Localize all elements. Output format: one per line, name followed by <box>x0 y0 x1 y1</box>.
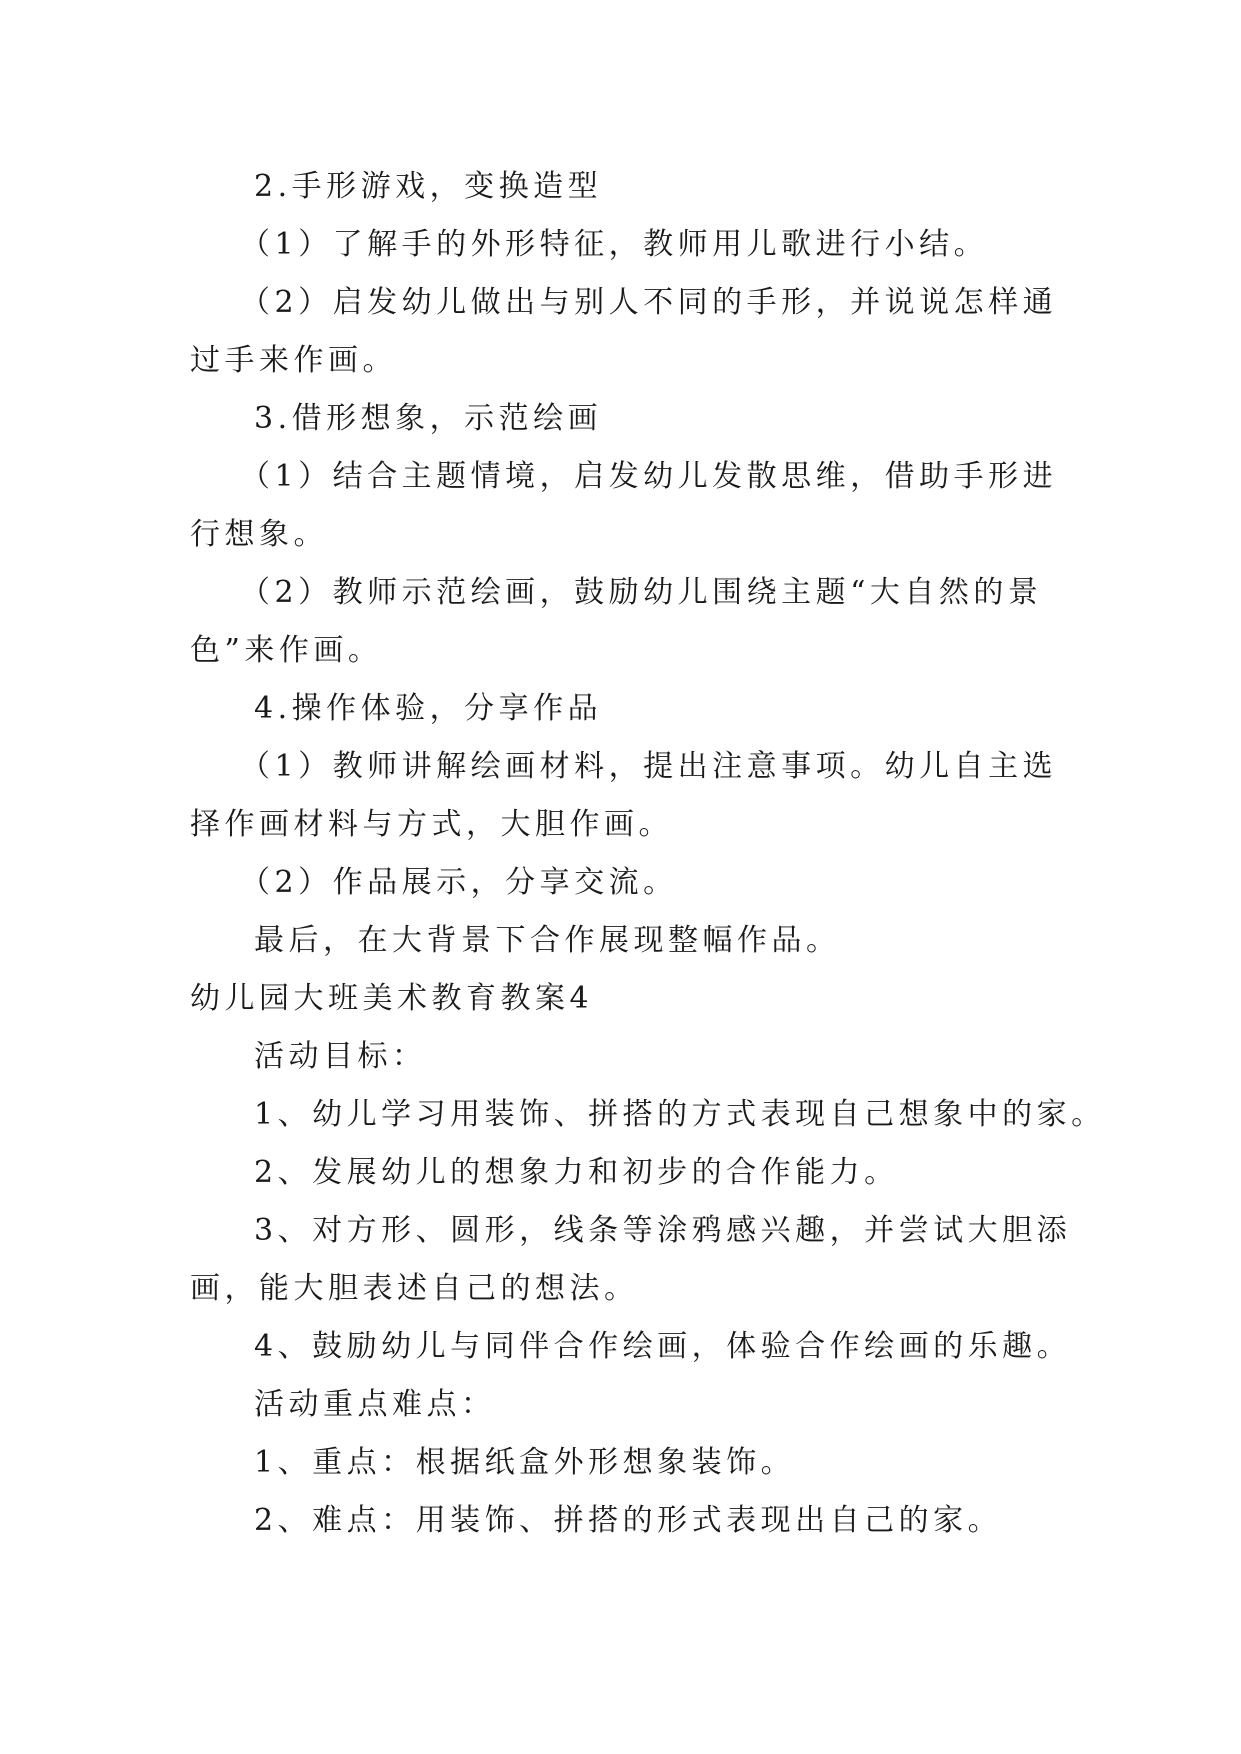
paragraph-line: （2）教师示范绘画，鼓励幼儿围绕主题“大自然的景 <box>240 575 1043 610</box>
goal-item: 1、幼儿学习用装饰、拼搭的方式表现自己想象中的家。 <box>254 1097 1106 1132</box>
goal-item: 3、对方形、圆形，线条等涂鸦感兴趣，并尝试大胆添 <box>254 1213 1072 1248</box>
goal-item-continued: 画，能大胆表述自己的想法。 <box>190 1271 639 1306</box>
paragraph-line: （1）教师讲解绘画材料，提出注意事项。幼儿自主选 <box>240 749 1058 784</box>
paragraph-line: 择作画材料与方式，大胆作画。 <box>190 807 673 842</box>
goal-item: 4、鼓励幼儿与同伴合作绘画，体验合作绘画的乐趣。 <box>254 1329 1072 1364</box>
key-point-item: 1、重点：根据纸盒外形想象装饰。 <box>254 1445 796 1480</box>
paragraph-line: 色”来作画。 <box>190 633 383 668</box>
paragraph-line: （1）结合主题情境，启发幼儿发散思维，借助手形进 <box>240 459 1058 494</box>
lesson-plan-title: 幼儿园大班美术教育教案4 <box>190 981 594 1016</box>
paragraph-line: 最后，在大背景下合作展现整幅作品。 <box>254 923 841 958</box>
section-heading-imagine-draw: 3.借形想象，示范绘画 <box>254 401 603 436</box>
document-body <box>190 158 1106 1550</box>
paragraph-line: 过手来作画。 <box>190 343 397 378</box>
paragraph-line: （2）启发幼儿做出与别人不同的手形，并说说怎样通 <box>240 285 1058 320</box>
section-heading-hand-game: 2.手形游戏，变换造型 <box>254 169 603 204</box>
activity-goals-heading: 活动目标： <box>254 1039 427 1074</box>
difficulty-item: 2、难点：用装饰、拼搭的形式表现出自己的家。 <box>254 1503 1003 1538</box>
paragraph-line: （1）了解手的外形特征，教师用儿歌进行小结。 <box>240 227 989 262</box>
section-heading-operate-share: 4.操作体验，分享作品 <box>254 691 603 726</box>
key-difficulty-heading: 活动重点难点： <box>254 1387 496 1422</box>
paragraph-line: （2）作品展示，分享交流。 <box>240 865 678 900</box>
paragraph-line: 行想象。 <box>190 517 328 552</box>
goal-item: 2、发展幼儿的想象力和初步的合作能力。 <box>254 1155 899 1190</box>
